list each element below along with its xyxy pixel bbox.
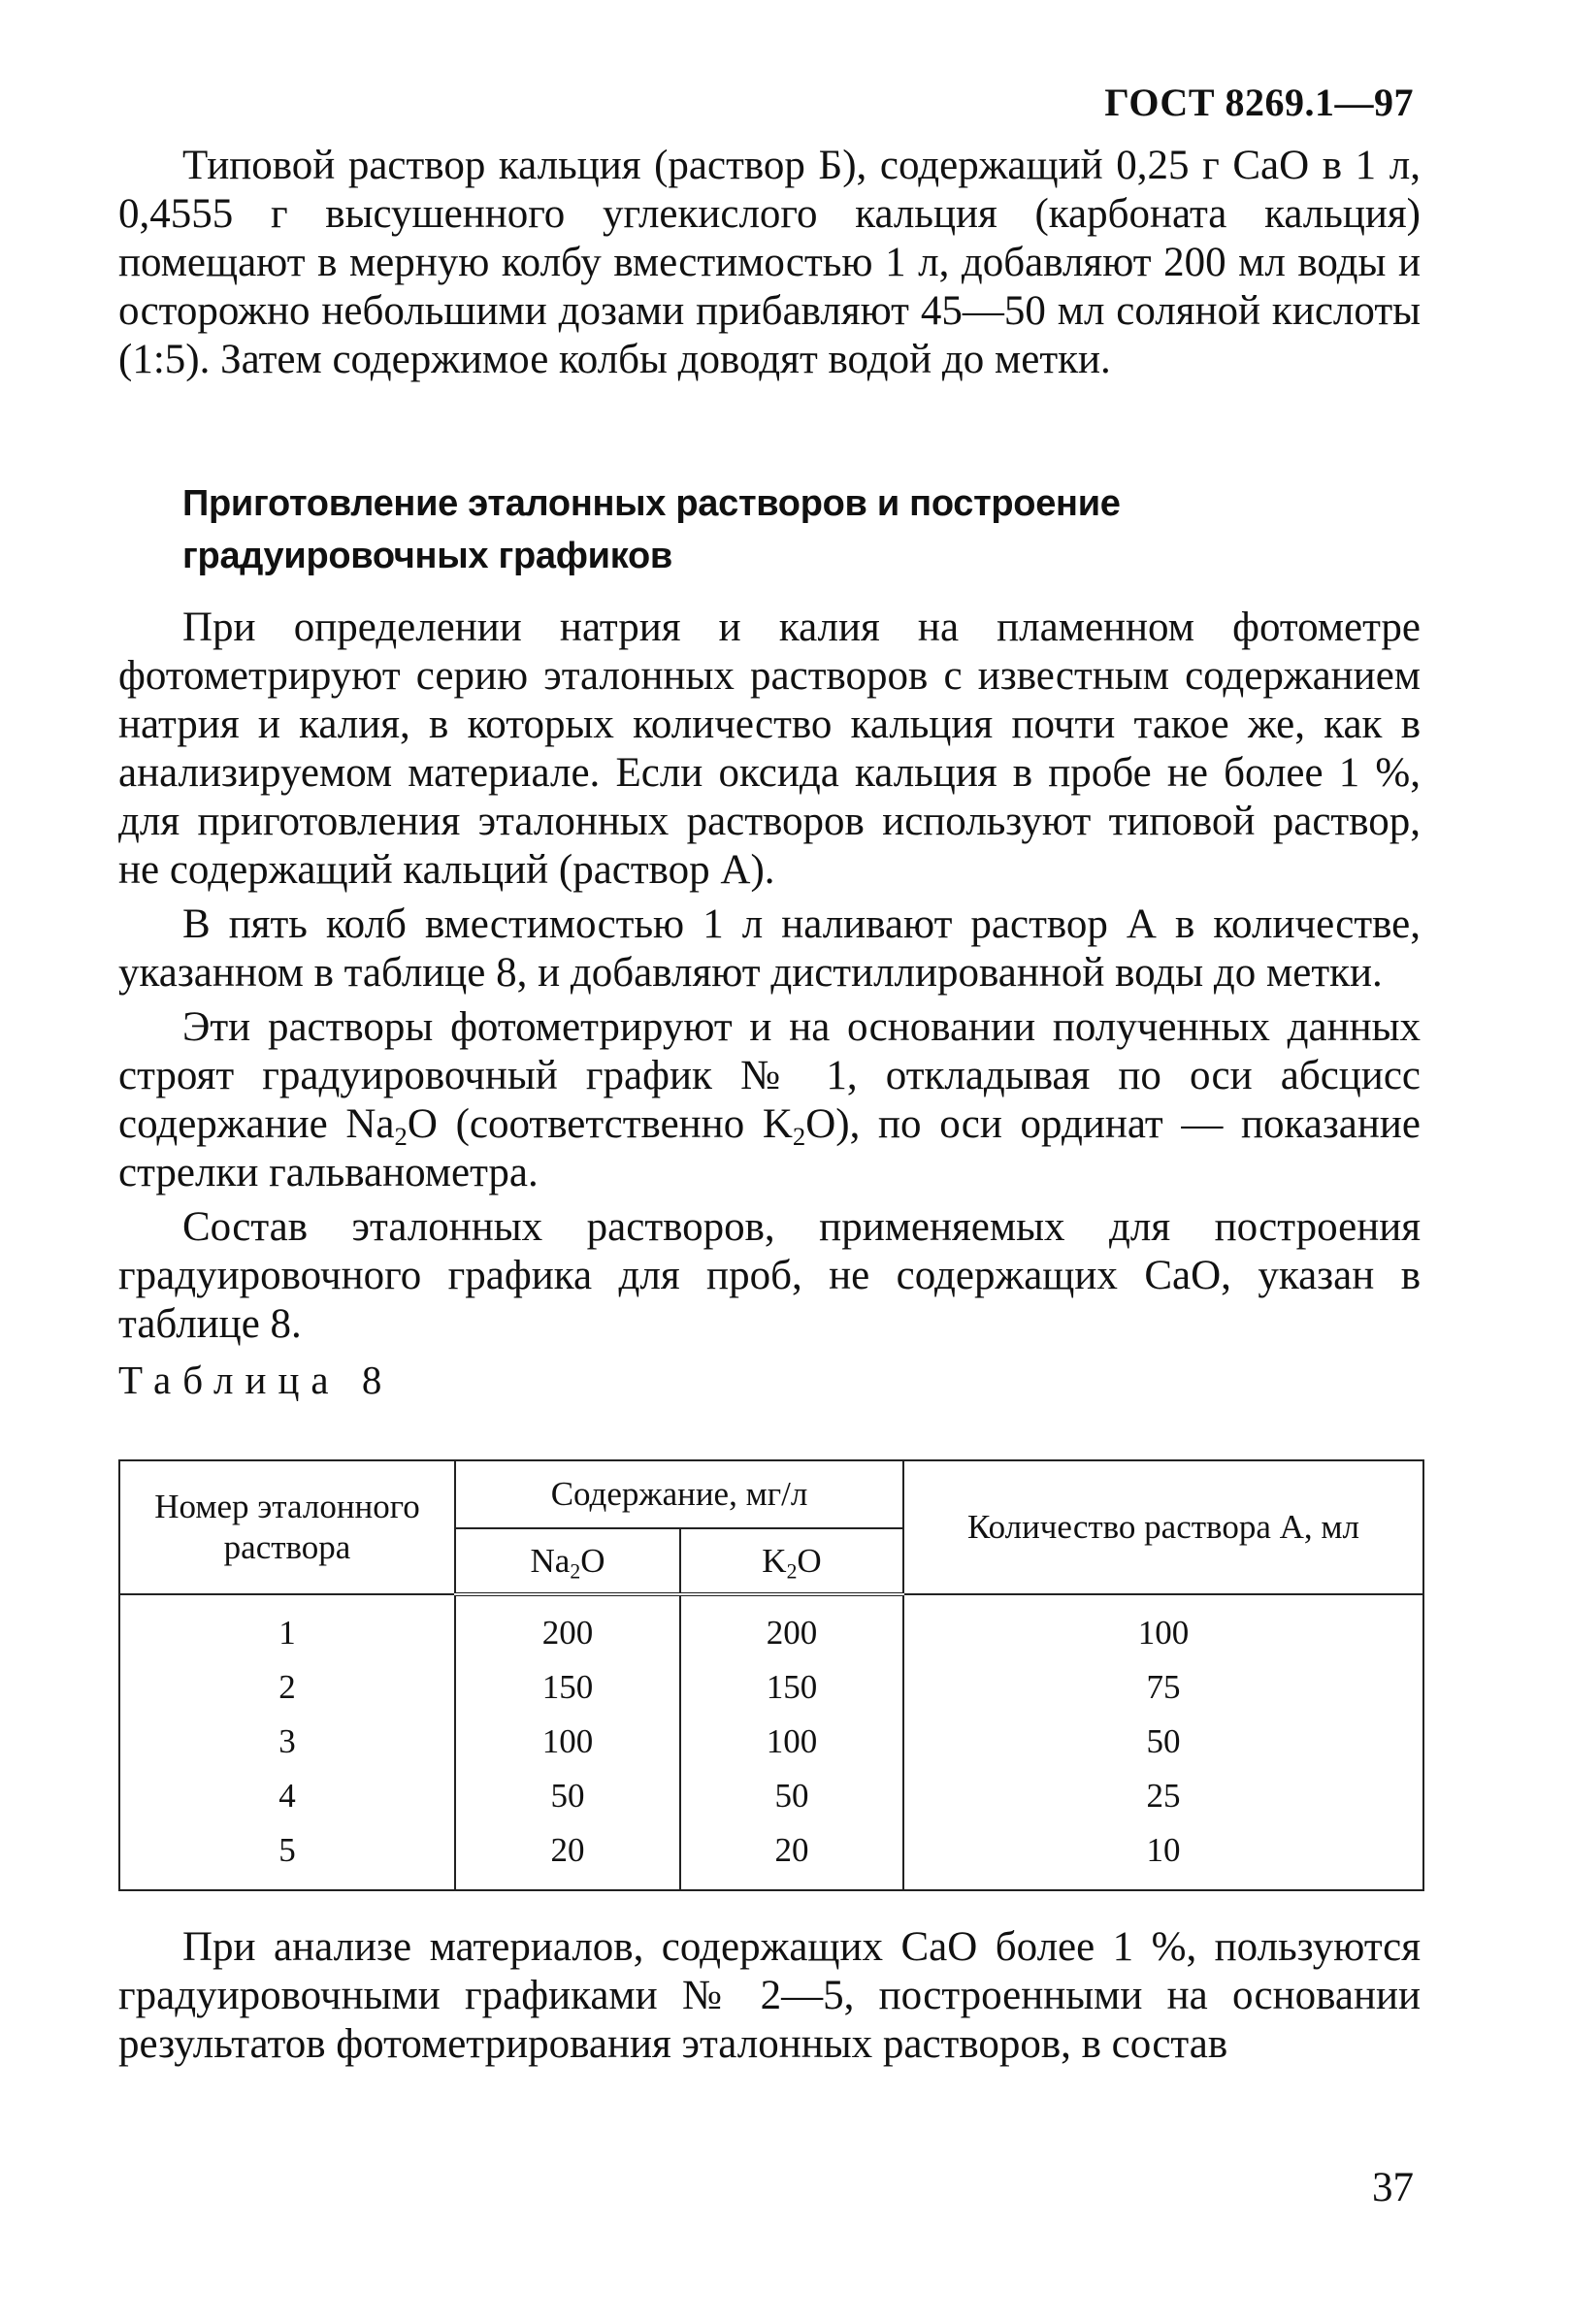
table-row [119,1823,1423,1890]
header-k2o-sub: 2 [786,1559,798,1583]
cell-k2o: 200 [680,1594,903,1660]
cell-amount: 50 [903,1715,1423,1769]
cell-na2o: 150 [455,1660,680,1715]
cell-amount: 100 [903,1594,1423,1660]
paragraph-3-sub-2: 2 [792,1121,806,1151]
paragraph-3-part-b: O (соответственно K [407,1101,793,1147]
paragraph-2: В пять колб вместимостью 1 л наливают раствор А в количестве, указанном в таблице 8, и добавляют дистиллированной воды до метки. [118,901,1421,996]
page-number: 37 [1372,2165,1414,2210]
intro-paragraph: Типовой раствор кальция (раствор Б), содержащий 0,25 г CaO в 1 л, 0,4555 г высушенного углекислого кальция (карбоната кальция) помещают в мерную колбу вместимостью 1 л, добавляют 200 мл воды и осторожно небольшими дозами прибавляют 45—50 мл соляной кислоты (1:5). Затем содержимое колбы доводят водой до метки. [118,143,1421,382]
cell-na2o: 200 [455,1594,680,1660]
header-k2o-tail: O [797,1541,822,1580]
paragraph-3-part-c: O), по оси ординат — показание стрелки гальванометра. [118,1101,1421,1195]
cell-na2o: 20 [455,1823,680,1890]
cell-k2o: 100 [680,1715,903,1769]
header-na2o-base: Na [530,1541,571,1580]
cell-k2o: 20 [680,1823,903,1890]
table-row [119,1594,1423,1660]
table-row [119,1660,1423,1715]
cell-number: 5 [119,1823,455,1890]
section-heading-line2: градуировочных графиков [182,536,672,576]
table-row [119,1769,1423,1823]
cell-k2o: 50 [680,1769,903,1823]
cell-number: 1 [119,1594,455,1660]
header-content: Содержание, мг/л [455,1460,903,1528]
intro-block [118,142,1421,384]
standard-code: ГОСТ 8269.1—97 [1104,81,1414,124]
closing-paragraph: При анализе материалов, содержащих CaO более 1 %, пользуются градуировочными графиками № 2—5, построенными на основании результатов фотометрирования эталонных растворов, в состав [118,1924,1421,2067]
header-k2o [680,1528,903,1594]
cell-number: 3 [119,1715,455,1769]
section-heading [118,477,1421,582]
paragraph-3 [118,1003,1421,1197]
header-amount: Количество раствора А, мл [903,1460,1423,1594]
section-heading-line1: Приготовление эталонных растворов и построение [182,483,1121,524]
cell-k2o: 150 [680,1660,903,1715]
cell-na2o: 50 [455,1769,680,1823]
cell-amount: 10 [903,1823,1423,1890]
header-na2o [455,1528,680,1594]
paragraph-4: Состав эталонных растворов, применяемых для построения градуировочного графика для проб, не содержащих CaO, указан в таблице 8. [118,1204,1421,1347]
cell-na2o: 100 [455,1715,680,1769]
header-number: Номер эталонного раствора [119,1460,455,1594]
header-na2o-sub: 2 [570,1559,581,1583]
standards-table [118,1459,1424,1891]
paragraph-3-sub-1: 2 [394,1121,408,1151]
section-body [118,604,1421,1403]
cell-amount: 75 [903,1660,1423,1715]
table-row [119,1715,1423,1769]
closing-block [118,1923,1421,2069]
table-caption: Таблица 8 [118,1358,394,1402]
cell-amount: 25 [903,1769,1423,1823]
header-na2o-tail: O [580,1541,605,1580]
header-k2o-base: K [762,1541,787,1580]
paragraph-1: При определении натрия и калия на пламенном фотометре фотометрируют серию эталонных растворов с известным содержанием натрия и калия, в которых количество кальция почти такое же, как в анализируемом материале. Если оксида кальция в пробе не более 1 %, для приготовления эталонных растворов используют типовой раствор, не содержащий кальций (раствор А). [118,605,1421,893]
paragraph-3-part-a: Эти растворы фотометрируют и на основании полученных данных строят градуировочный график № 1, откладывая по оси абсцисс содержание Na [118,1004,1421,1147]
cell-number: 2 [119,1660,455,1715]
cell-number: 4 [119,1769,455,1823]
